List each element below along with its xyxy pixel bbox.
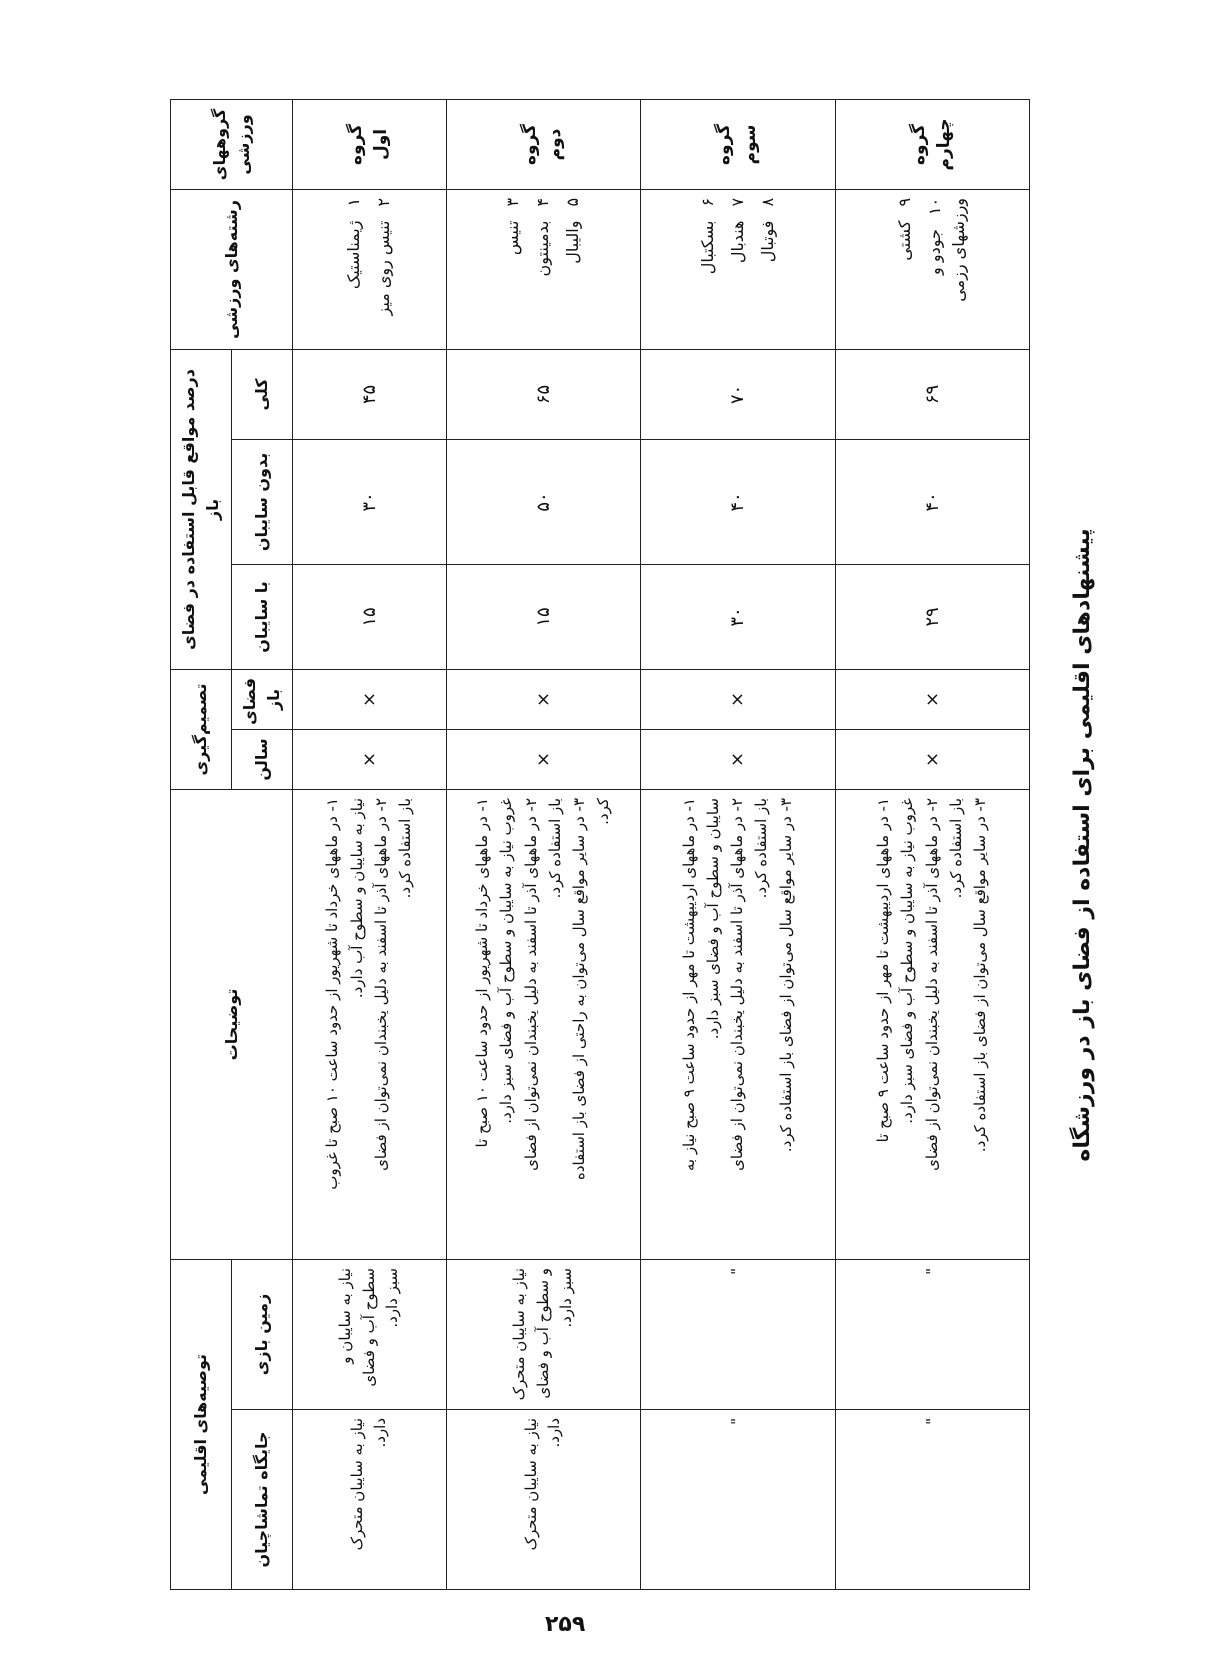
sport-index: ۳ xyxy=(503,197,523,207)
table-row xyxy=(293,99,447,1589)
sport-name: ژیمناستیک xyxy=(344,220,364,290)
stands-recommendation: نیاز به سایبان متحرک دارد. xyxy=(446,1409,640,1589)
note-line: ۱- در ماههای خرداد تا شهریور از حدود ساعت ۱۰ صبح تا غروب xyxy=(323,797,342,1190)
no-shade-percent: ۴۰ xyxy=(641,439,835,564)
sport-item xyxy=(531,198,555,341)
note-line: باز استفاده کرد. xyxy=(396,797,415,899)
note-line: غروب نیاز به سایبان و سطوح آب و فضای سبز دارد. xyxy=(898,797,917,1124)
header-notes: توضیحات xyxy=(171,789,293,1259)
field-recommendation: " xyxy=(641,1259,835,1409)
sport-name: تنیس روی میز xyxy=(374,220,394,316)
notes-cell xyxy=(835,789,1030,1259)
note-line: ۳- در سایر مواقع سال می‌توان از فضای باز استفاده کرد. xyxy=(971,797,990,1153)
page-title: پیشنهادهای اقلیمی برای استفاده از فضای باز در ورزشگاه xyxy=(1070,528,1095,1162)
note-line: نیاز به سایبان و سطوح آب دارد. xyxy=(347,797,366,999)
note-line: ۲- در ماههای آذر تا اسفند به دلیل یخبندان نمی‌توان از فضای xyxy=(728,797,747,1171)
with-shade-percent: ۳۰ xyxy=(641,564,835,669)
sport-name: کشتی xyxy=(895,220,915,261)
note-line: باز استفاده کرد. xyxy=(545,797,564,899)
notes-cell xyxy=(446,789,640,1259)
header-recommendations: توصیه‌های اقلیمی xyxy=(171,1259,232,1589)
sport-item xyxy=(696,198,720,341)
note-line: غروب نیاز به سایبان و سطوح آب و فضای سبز دارد. xyxy=(497,797,516,1124)
note-line: کرد. xyxy=(594,797,613,825)
header-with-shade: با سایبان xyxy=(232,564,293,669)
note-line: ۱- در ماههای خرداد تا شهریور از حدود ساعت ۱۰ صبح تا xyxy=(473,797,492,1148)
sports-cell xyxy=(293,189,447,349)
stands-recommendation: نیاز به سایبان متحرک دارد. xyxy=(293,1409,447,1589)
header-percent: درصد مواقع قابل استفاده در فضای باز xyxy=(171,349,232,669)
group-name: گروه اول xyxy=(293,99,447,189)
with-shade-percent: ۱۵ xyxy=(293,564,447,669)
notes-cell xyxy=(641,789,835,1259)
header-spectators: جایگاه تماشاچیان xyxy=(232,1409,293,1589)
sport-item xyxy=(561,198,585,341)
sport-item xyxy=(501,198,525,341)
sport-item xyxy=(893,198,917,341)
note-line: ۲- در ماههای آذر تا اسفند به دلیل یخبندان نمی‌توان از فضای xyxy=(371,797,390,1171)
header-no-shade: بدون سایبان xyxy=(232,439,293,564)
group-name: گروه دوم xyxy=(446,99,640,189)
rotated-page xyxy=(170,100,1130,1590)
field-recommendation: " xyxy=(835,1259,1030,1409)
page-number: ۲۵۹ xyxy=(545,1612,586,1637)
total-percent: ۶۵ xyxy=(446,349,640,439)
sport-name: بسکتبال xyxy=(697,220,717,275)
note-line: سایبان و سطوح آب و فضای سبز دارد. xyxy=(703,797,722,1040)
open-space-mark: × xyxy=(446,669,640,729)
header-play-field: زمین بازی xyxy=(232,1259,293,1409)
total-percent: ۴۵ xyxy=(293,349,447,439)
header-decision: تصمیم‌گیری xyxy=(171,669,232,789)
sport-name: هندبال xyxy=(727,220,747,264)
stands-recommendation: " xyxy=(641,1409,835,1589)
sport-index: ۴ xyxy=(533,197,553,207)
header-sports: رشته‌های ورزشی xyxy=(171,189,293,349)
note-line: ۳- در سایر مواقع سال می‌توان به راحتی از فضای باز استفاده xyxy=(570,797,589,1180)
sport-index: ۶ xyxy=(697,197,717,207)
sport-name: جودو و ورزشهای رزمی xyxy=(925,197,969,302)
group-name: گروه سوم xyxy=(641,99,835,189)
hall-mark: × xyxy=(446,729,640,789)
sport-index: ۵ xyxy=(563,197,583,207)
sport-index: ۱ xyxy=(344,197,364,207)
note-line: ۳- در سایر مواقع سال می‌توان از فضای باز استفاده کرد. xyxy=(776,797,795,1153)
with-shade-percent: ۱۵ xyxy=(446,564,640,669)
table-row xyxy=(641,99,835,1589)
notes-cell xyxy=(293,789,447,1259)
sport-name: فوتبال xyxy=(757,220,777,263)
sports-cell xyxy=(835,189,1030,349)
sports-cell xyxy=(641,189,835,349)
sport-index: ۸ xyxy=(757,197,777,207)
total-percent: ۶۹ xyxy=(835,349,1030,439)
hall-mark: × xyxy=(835,729,1030,789)
hall-mark: × xyxy=(641,729,835,789)
with-shade-percent: ۲۹ xyxy=(835,564,1030,669)
sport-index: ۹ xyxy=(895,197,915,207)
sport-item xyxy=(726,198,750,341)
header-open-space: فضای باز xyxy=(232,669,293,729)
note-line: باز استفاده کرد. xyxy=(752,797,771,899)
no-shade-percent: ۵۰ xyxy=(446,439,640,564)
total-percent: ۷۰ xyxy=(641,349,835,439)
group-name: گروه چهارم xyxy=(835,99,1030,189)
header-groups: گروههای ورزشی xyxy=(171,99,293,189)
sport-name: والیبال xyxy=(563,220,583,264)
hall-mark: × xyxy=(293,729,447,789)
sport-name: تنیس xyxy=(503,220,523,256)
note-line: ۱- در ماههای اردیبهشت تا مهر از حدود ساعت ۹ صبح تا xyxy=(874,797,893,1143)
sport-item xyxy=(923,198,971,341)
open-space-mark: × xyxy=(641,669,835,729)
sport-index: ۲ xyxy=(374,197,394,207)
sport-index: ۱۰ xyxy=(925,197,945,216)
note-line: باز استفاده کرد. xyxy=(946,797,965,899)
sport-item xyxy=(342,198,366,341)
open-space-mark: × xyxy=(835,669,1030,729)
open-space-mark: × xyxy=(293,669,447,729)
table-row xyxy=(446,99,640,1589)
field-recommendation: نیاز به سایبان و سطوح آب و فضای سبز دارد. xyxy=(293,1259,447,1409)
no-shade-percent: ۳۰ xyxy=(293,439,447,564)
note-line: ۱- در ماههای اردیبهشت تا مهر از حدود ساعت ۹ صبح نیاز به xyxy=(679,797,698,1172)
field-recommendation: نیاز به سایبان متحرک و سطوح آب و فضای سبز دارد. xyxy=(446,1259,640,1409)
sport-index: ۷ xyxy=(727,197,747,207)
note-line: ۲- در ماههای آذر تا اسفند به دلیل یخبندان نمی‌توان از فضای xyxy=(521,797,540,1171)
note-line: ۲- در ماههای آذر تا اسفند به دلیل یخبندان نمی‌توان از فضای xyxy=(922,797,941,1171)
sport-item xyxy=(372,198,396,341)
header-total: کلی xyxy=(232,349,293,439)
sport-item xyxy=(756,198,780,341)
sport-name: بدمینتون xyxy=(533,220,553,277)
stands-recommendation: " xyxy=(835,1409,1030,1589)
sports-cell xyxy=(446,189,640,349)
table-row xyxy=(835,99,1030,1589)
header-hall: سالن xyxy=(232,729,293,789)
climate-table xyxy=(170,99,1030,1590)
no-shade-percent: ۴۰ xyxy=(835,439,1030,564)
